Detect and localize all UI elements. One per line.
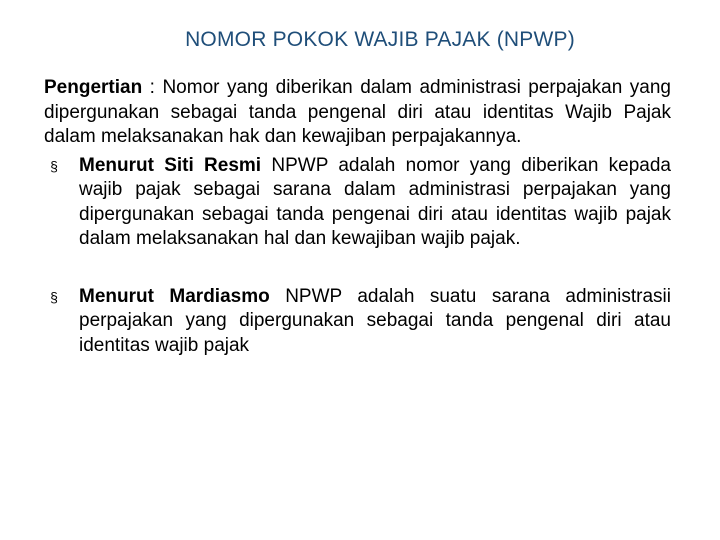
bullet-text: NPWP adalah nomor yang diberikan kepada wajib pajak sebagai sarana dalam administrasi perpajakan yang dipergunakan sebagai tanda pengenai diri atau identitas wajib pajak dalam melaksanakan hal dan kewajiban wajib pajak.	[79, 154, 671, 249]
definition-separator: :	[142, 77, 163, 98]
bullet-item-siti-resmi	[44, 154, 671, 252]
slide-content	[44, 76, 671, 358]
definition-text: Nomor yang diberikan dalam administrasi perpajakan yang dipergunakan sebagai tanda pengenal diri atau identitas Wajib Pajak dalam melaksanakan hak dan kewajiban perpajakannya.	[44, 77, 671, 147]
bullet-item-mardiasmo	[44, 285, 671, 359]
definition-paragraph	[44, 76, 671, 150]
bullet-text: NPWP adalah suatu sarana administrasii perpajakan yang dipergunakan sebagai tanda pengenal diri atau identitas wajib pajak	[79, 285, 671, 356]
spacer	[44, 252, 671, 285]
square-bullet-icon: §	[50, 288, 58, 305]
square-bullet-icon: §	[50, 157, 58, 174]
bullet-lead: Menurut Siti Resmi	[79, 154, 262, 176]
bullet-lead: Menurut Mardiasmo	[79, 285, 270, 307]
definition-term: Pengertian	[44, 77, 143, 98]
slide-title: NOMOR POKOK WAJIB PAJAK (NPWP)	[185, 28, 575, 51]
